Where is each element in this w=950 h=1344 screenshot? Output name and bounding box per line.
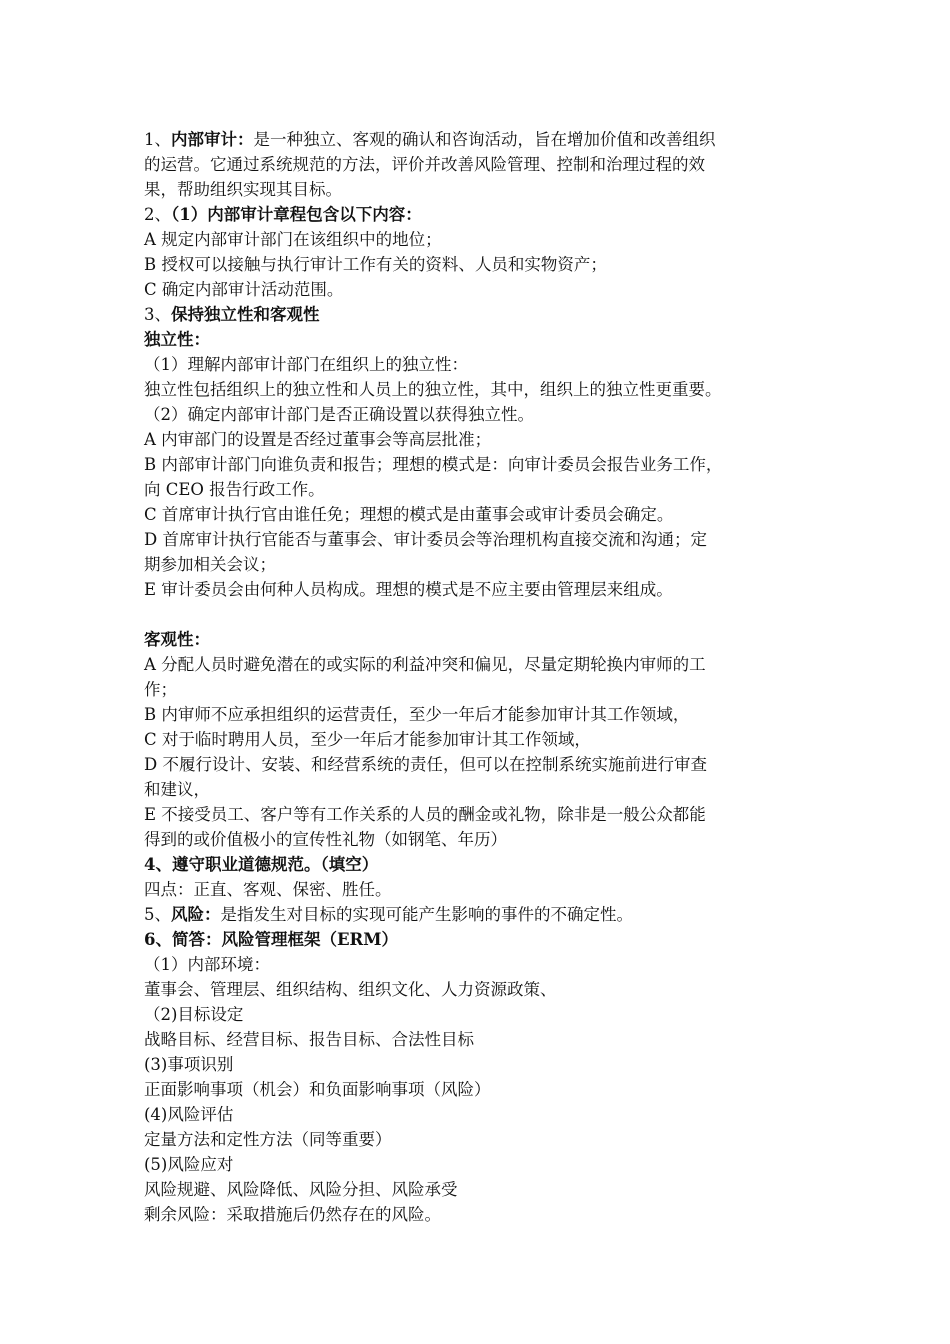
text-line	[144, 402, 820, 427]
text-line	[144, 127, 820, 152]
text-line	[144, 377, 820, 402]
line-text: A 规定内部审计部门在该组织中的地位；	[144, 230, 442, 249]
line-text: （1）内部环境：	[144, 955, 270, 974]
line-text: A 分配人员时避免潜在的或实际的利益冲突和偏见，尽量定期轮换内审师的工	[144, 655, 706, 674]
bold-heading-text: （1）内部审计章程包含以下内容：	[171, 205, 422, 224]
line-text: B 授权可以接触与执行审计工作有关的资料、人员和实物资产；	[144, 255, 607, 274]
text-line	[144, 727, 820, 752]
text-line	[144, 1077, 820, 1102]
line-text: B 内部审计部门向谁负责和报告；理想的模式是：向审计委员会报告业务工作，	[144, 455, 723, 474]
text-line	[144, 677, 820, 702]
text-line	[144, 152, 820, 177]
line-text: （1）理解内部审计部门在组织上的独立性：	[144, 355, 468, 374]
line-text: 是指发生对目标的实现可能产生影响的事件的不确定性。	[220, 905, 633, 924]
line-text: D 首席审计执行官能否与董事会、审计委员会等治理机构直接交流和沟通；定	[144, 530, 707, 549]
bold-heading-text: 4、遵守职业道德规范。（填空）	[144, 855, 379, 874]
line-text: 得到的或价值极小的宣传性礼物（如钢笔、年历）	[144, 830, 507, 849]
line-text: 的运营。它通过系统规范的方法，评价并改善风险管理、控制和治理过程的效	[144, 155, 705, 174]
bold-heading-text: 内部审计：	[171, 130, 254, 149]
line-text: A 内审部门的设置是否经过董事会等高层批准；	[144, 430, 492, 449]
text-line	[144, 477, 820, 502]
line-text: (5)风险应对	[144, 1155, 234, 1174]
line-text: 作；	[144, 680, 177, 699]
bold-heading-text: 独立性：	[144, 330, 210, 349]
text-line	[144, 552, 820, 577]
text-line	[144, 1177, 820, 1202]
text-line	[144, 352, 820, 377]
line-text: （2)目标设定	[144, 1005, 244, 1024]
item-number: 1、	[144, 130, 171, 149]
line-text: 是一种独立、客观的确认和咨询活动，旨在增加价值和改善组织	[253, 130, 716, 149]
line-text: 果，帮助组织实现其目标。	[144, 180, 342, 199]
line-text: E 不接受员工、客户等有工作关系的人员的酬金或礼物，除非是一般公众都能	[144, 805, 706, 824]
text-line	[144, 1027, 820, 1052]
text-line	[144, 1127, 820, 1152]
bold-heading-text: 客观性：	[144, 630, 210, 649]
text-line	[144, 852, 820, 877]
text-line	[144, 277, 820, 302]
line-text: （2）确定内部审计部门是否正确设置以获得独立性。	[144, 405, 534, 424]
text-line	[144, 1002, 820, 1027]
line-text: 正面影响事项（机会）和负面影响事项（风险）	[144, 1080, 491, 1099]
text-line	[144, 752, 820, 777]
text-line	[144, 577, 820, 602]
text-line	[144, 227, 820, 252]
text-line	[144, 452, 820, 477]
text-line	[144, 427, 820, 452]
text-line	[144, 877, 820, 902]
text-line	[144, 252, 820, 277]
text-line	[144, 702, 820, 727]
bold-heading-text: 6、简答：风险管理框架（ERM）	[144, 930, 399, 949]
line-text: E 审计委员会由何种人员构成。理想的模式是不应主要由管理层来组成。	[144, 580, 673, 599]
item-number: 5、	[144, 905, 171, 924]
text-line	[144, 1052, 820, 1077]
line-text: 四点：正直、客观、保密、胜任。	[144, 880, 392, 899]
document-body	[144, 127, 820, 1227]
text-line	[144, 202, 820, 227]
text-line	[144, 302, 820, 327]
text-line	[144, 802, 820, 827]
line-text: 战略目标、经营目标、报告目标、合法性目标	[144, 1030, 474, 1049]
line-text: 风险规避、风险降低、风险分担、风险承受	[144, 1180, 458, 1199]
item-number: 2、	[144, 205, 171, 224]
text-line	[144, 1202, 820, 1227]
text-line	[144, 502, 820, 527]
line-text: D 不履行设计、安装、和经营系统的责任，但可以在控制系统实施前进行审查	[144, 755, 707, 774]
line-text: C 首席审计执行官由谁任免；理想的模式是由董事会或审计委员会确定。	[144, 505, 674, 524]
item-number: 3、	[144, 305, 171, 324]
text-line	[144, 652, 820, 677]
bold-heading-text: 保持独立性和客观性	[171, 305, 320, 324]
text-line	[144, 952, 820, 977]
text-line	[144, 327, 820, 352]
text-line	[144, 927, 820, 952]
text-line	[144, 627, 820, 652]
line-text: 独立性包括组织上的独立性和人员上的独立性，其中，组织上的独立性更重要。	[144, 380, 722, 399]
line-text: (3)事项识别	[144, 1055, 234, 1074]
text-line	[144, 177, 820, 202]
text-line	[144, 977, 820, 1002]
line-text: B 内审师不应承担组织的运营责任，至少一年后才能参加审计其工作领域，	[144, 705, 690, 724]
text-line	[144, 827, 820, 852]
blank-line	[144, 602, 820, 627]
text-line	[144, 1152, 820, 1177]
line-text: C 对于临时聘用人员，至少一年后才能参加审计其工作领域，	[144, 730, 591, 749]
line-text: 和建议，	[144, 780, 210, 799]
text-line	[144, 527, 820, 552]
line-text: 向 CEO 报告行政工作。	[144, 480, 325, 499]
line-text: 董事会、管理层、组织结构、组织文化、人力资源政策、	[144, 980, 557, 999]
text-line	[144, 1102, 820, 1127]
text-line	[144, 777, 820, 802]
bold-heading-text: 风险：	[171, 905, 221, 924]
line-text: 期参加相关会议；	[144, 555, 276, 574]
line-text: C 确定内部审计活动范围。	[144, 280, 344, 299]
line-text: 剩余风险：采取措施后仍然存在的风险。	[144, 1205, 441, 1224]
line-text: (4)风险评估	[144, 1105, 234, 1124]
line-text: 定量方法和定性方法（同等重要）	[144, 1130, 392, 1149]
text-line	[144, 902, 820, 927]
